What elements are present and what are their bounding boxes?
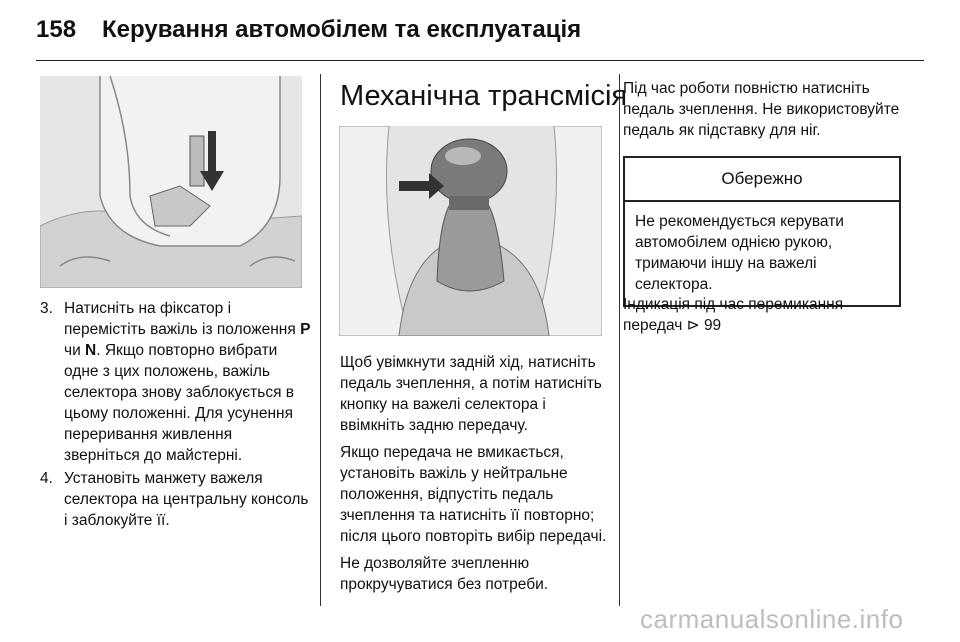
paragraph: Щоб увімкнути задній хід, натисніть педаль зчеплення, а потім натисніть кнопку на важелі селектора і ввімкніть задню передачу. (340, 354, 602, 434)
paragraph: Під час роботи повністю натисніть педаль зчеплення. Не використовуйте педаль як підставку для ніг. (623, 80, 900, 139)
caution-title: Обережно (625, 158, 899, 202)
steps-list (40, 298, 312, 531)
arrow-reference-icon: ⊳ (686, 317, 700, 334)
paragraph: Якщо передача не вмикається, установіть важіль у нейтральне положення, відпустіть педаль зчеплення та натисніть її повторно; після цього повторіть вибір передачі. (340, 444, 607, 545)
page-header (36, 16, 581, 44)
left-column-text (40, 298, 312, 533)
page-number: 158 (36, 16, 77, 43)
position-p: P (300, 321, 311, 338)
list-item (40, 298, 312, 466)
selector-lever-image (40, 76, 302, 288)
step-text: Натисніть на фіксатор і перемістіть важіль із положення (64, 300, 301, 338)
step-number: 4. (40, 470, 53, 487)
gear-selector-unlock-illustration (40, 76, 302, 288)
right-column-text-top (623, 78, 903, 147)
position-n: N (85, 342, 97, 359)
manual-gear-lever-illustration (339, 126, 602, 336)
header-rule (36, 60, 924, 61)
right-column-text-bottom (623, 294, 903, 342)
step-number: 3. (40, 300, 53, 317)
middle-column-text (340, 352, 608, 601)
caution-box (623, 156, 901, 307)
reference-text: Індикація під час перемикання передач (623, 296, 844, 334)
column-divider-right (619, 74, 620, 606)
step-text: . Якщо повторно вибрати одне з цих положень, важіль селектора знову заблокується в цьому положенні. Для усунення переривання живлення зверніться до майстерні. (64, 342, 295, 464)
caution-text: Не рекомендується керувати автомобілем однією рукою, тримаючи іншу на важелі селектора. (635, 213, 844, 293)
gear-lever-image (339, 126, 602, 336)
section-heading: Механічна трансмісія (340, 80, 628, 112)
step-text: Установіть манжету важеля селектора на центральну консоль і заблокуйте її. (64, 470, 309, 529)
list-item (40, 468, 312, 531)
paragraph (623, 294, 903, 336)
page-title: Керування автомобілем та експлуатація (102, 16, 582, 43)
paragraph: Не дозволяйте зчепленню прокручуватися без потреби. (340, 555, 549, 593)
column-divider-left (320, 74, 321, 606)
step-text: чи (64, 342, 86, 359)
reference-page-link[interactable]: 99 (703, 317, 722, 334)
watermark: carmanualsonline.info (640, 604, 904, 634)
